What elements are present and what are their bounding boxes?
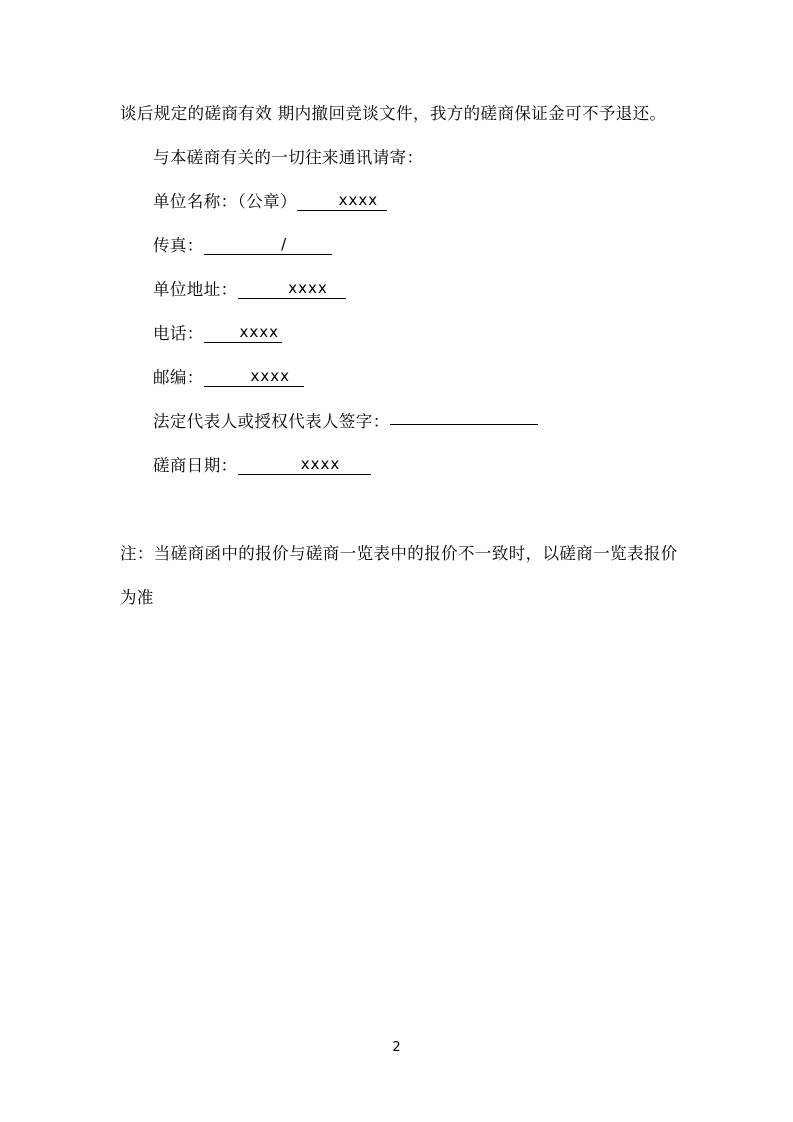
- field-label: 电话：: [153, 324, 204, 343]
- field-fax: [120, 224, 685, 268]
- field-value-signature[interactable]: [390, 424, 538, 425]
- field-value-unit-name[interactable]: xxxx: [297, 190, 387, 211]
- field-postcode: [120, 356, 685, 400]
- note-paragraph: 注：当磋商函中的报价与磋商一览表中的报价不一致时，以磋商一览表报价为准: [120, 544, 678, 607]
- field-date: [120, 444, 685, 488]
- document-content: [120, 92, 685, 620]
- field-telephone: [120, 312, 685, 356]
- field-address: [120, 268, 685, 312]
- page-number: 2: [392, 1040, 401, 1055]
- field-label: 传真：: [153, 236, 204, 255]
- field-label: 磋商日期：: [153, 456, 238, 475]
- body-paragraph: 谈后规定的磋商有效 期内撤回竞谈文件，我方的磋商保证金可不予退还。: [120, 104, 667, 123]
- field-value-fax[interactable]: /: [204, 234, 332, 255]
- contact-intro: 与本磋商有关的一切往来通讯请寄：: [153, 148, 424, 167]
- vertical-spacer: [120, 488, 685, 532]
- field-value-postcode[interactable]: xxxx: [204, 366, 304, 387]
- field-label: 邮编：: [153, 368, 204, 387]
- field-label: 单位名称：（公章）: [153, 192, 297, 211]
- field-value-telephone[interactable]: xxxx: [204, 322, 282, 343]
- field-value-address[interactable]: xxxx: [238, 278, 346, 299]
- field-unit-name: [120, 180, 685, 224]
- field-label: 法定代表人或授权代表人签字：: [153, 412, 390, 431]
- field-label: 单位地址：: [153, 280, 238, 299]
- field-value-date[interactable]: xxxx: [238, 454, 371, 475]
- field-signature: [120, 400, 685, 444]
